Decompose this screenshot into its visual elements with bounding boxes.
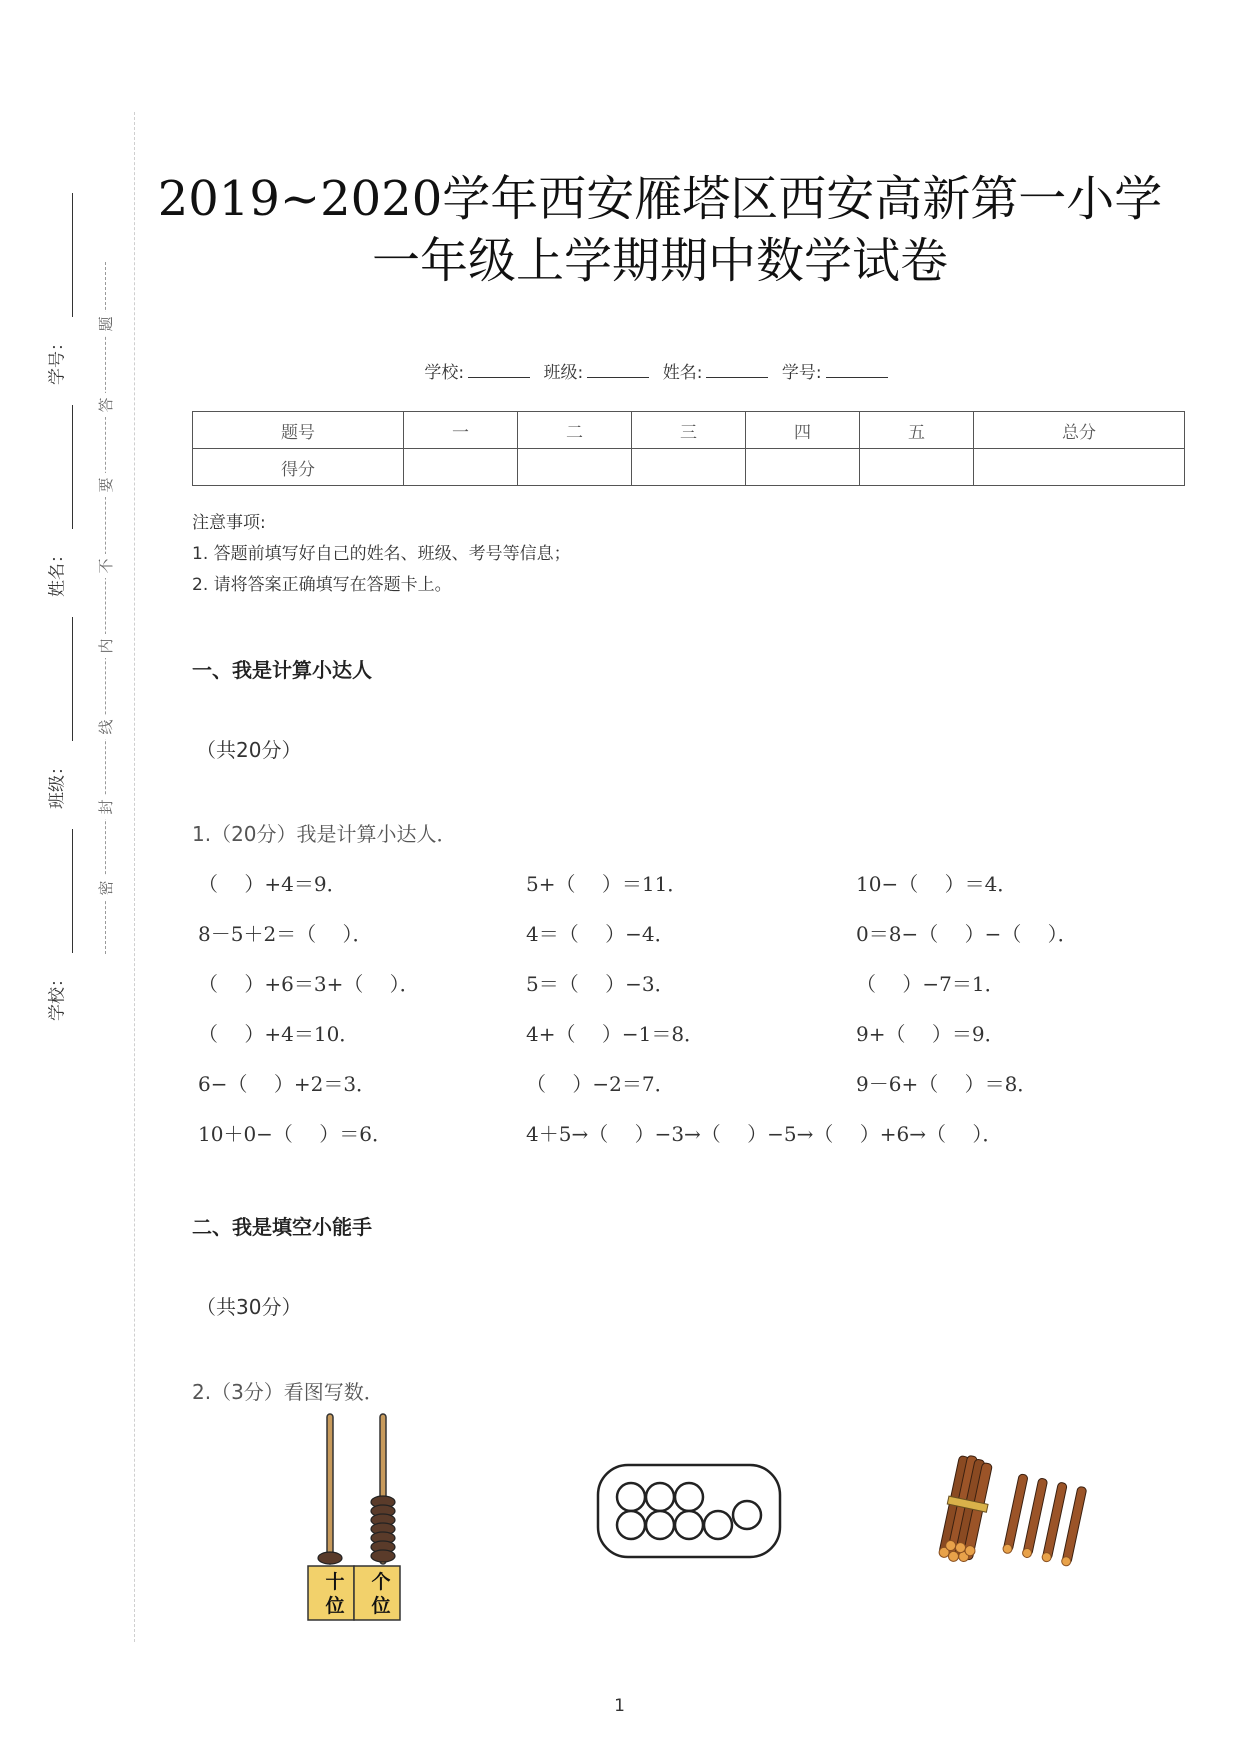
- section1-score: （共20分）: [196, 738, 302, 762]
- section2-title: 二、我是填空小能手: [192, 1215, 372, 1239]
- circles-drawing: [596, 1463, 782, 1559]
- school-underline: [72, 829, 73, 953]
- seal-dashed-line: [105, 262, 106, 954]
- student-no-underline: [72, 193, 73, 317]
- school-blank[interactable]: [468, 363, 530, 378]
- equation: 9+（ ）＝9．: [856, 1022, 1005, 1046]
- seal-char: 不: [94, 554, 118, 578]
- equation: （ ）−2＝7．: [526, 1072, 675, 1096]
- binding-margin-line: [134, 112, 135, 1642]
- abacus-label-ones-text: 个位: [371, 1571, 391, 1617]
- class-blank[interactable]: [587, 363, 649, 378]
- seal-char: 线: [94, 715, 118, 739]
- question1-heading: 1.（20分）我是计算小达人．: [192, 822, 457, 846]
- sticks-drawing: [936, 1452, 1096, 1572]
- info-name-label: 姓名:: [662, 363, 703, 383]
- equation: （ ）−7＝1．: [856, 972, 1005, 996]
- student-info-line: [400, 358, 920, 383]
- table-header-cell: 五: [860, 412, 974, 449]
- seal-char: 要: [94, 473, 118, 497]
- seal-char: 密: [94, 876, 118, 900]
- score-row-label: 得分: [193, 449, 404, 486]
- score-cell[interactable]: [517, 449, 631, 486]
- equation: 10＋0−（ ）＝6．: [198, 1122, 393, 1146]
- equation: 10−（ ）＝4．: [856, 872, 1018, 896]
- section2-score: （共30分）: [196, 1295, 302, 1319]
- abacus-label-tens-text: 十位: [325, 1571, 345, 1617]
- score-cell[interactable]: [974, 449, 1185, 486]
- page-number: 1: [614, 1696, 625, 1716]
- class-underline: [72, 617, 73, 741]
- equation: 8－5＋2＝（ ）．: [198, 922, 373, 946]
- table-header-cell: 题号: [193, 412, 404, 449]
- equation: （ ）+6＝3+（ ）．: [198, 972, 420, 996]
- table-header-cell: 总分: [974, 412, 1185, 449]
- score-cell[interactable]: [403, 449, 517, 486]
- exam-title-line1: 2019~2020学年西安雁塔区西安高新第一小学: [157, 171, 1163, 227]
- notes-title: 注意事项:: [192, 513, 266, 533]
- equation: 5＝（ ）−3．: [526, 972, 675, 996]
- name-underline: [72, 405, 73, 529]
- table-header-cell: 四: [745, 412, 859, 449]
- notes-item: 1. 答题前填写好自己的姓名、班级、考号等信息；: [192, 544, 571, 564]
- margin-label-class: 班级：: [47, 758, 68, 809]
- question2-heading: 2.（3分）看图写数．: [192, 1380, 384, 1404]
- info-class-label: 班级:: [543, 363, 584, 383]
- student-no-blank[interactable]: [826, 363, 888, 378]
- score-cell[interactable]: [860, 449, 974, 486]
- equation: 9－6+（ ）＝8．: [856, 1072, 1038, 1096]
- equation: 6−（ ）+2＝3．: [198, 1072, 377, 1096]
- notes-item: 2. 请将答案正确填写在答题卡上。: [192, 575, 452, 595]
- table-header-cell: 三: [631, 412, 745, 449]
- score-table-header-row: [193, 412, 1185, 449]
- table-header-cell: 一: [403, 412, 517, 449]
- equation: （ ）+4＝9．: [198, 872, 347, 896]
- score-cell[interactable]: [631, 449, 745, 486]
- margin-label-student-no: 学号：: [47, 334, 68, 385]
- exam-title-line2: 一年级上学期期中数学试卷: [371, 233, 948, 289]
- equation: 0＝8−（ ）−（ ）．: [856, 922, 1078, 946]
- info-student-no-label: 学号:: [781, 363, 822, 383]
- info-school-label: 学校:: [424, 363, 465, 383]
- seal-char: 题: [94, 312, 118, 336]
- equation: 4+（ ）−1＝8．: [526, 1022, 705, 1046]
- score-table: [192, 411, 1185, 486]
- score-table-row: [193, 449, 1185, 486]
- equation: 4＝（ ）−4．: [526, 922, 675, 946]
- sticks-figure: [936, 1452, 1096, 1572]
- seal-char: 封: [94, 795, 118, 819]
- circles-figure: [596, 1463, 782, 1559]
- margin-label-school: 学校：: [47, 970, 68, 1021]
- notes-block: [192, 508, 571, 601]
- margin-label-name: 姓名：: [47, 546, 68, 597]
- score-cell[interactable]: [745, 449, 859, 486]
- seal-char: 答: [94, 393, 118, 417]
- seal-char: 内: [94, 634, 118, 658]
- equation: 4＋5→（ ）−3→（ ）−5→（ ）+6→（ ）．: [526, 1122, 1003, 1146]
- section1-title: 一、我是计算小达人: [192, 658, 372, 682]
- equation: 5+（ ）＝11．: [526, 872, 688, 896]
- table-header-cell: 二: [517, 412, 631, 449]
- equation: （ ）+4＝10．: [198, 1022, 360, 1046]
- name-blank[interactable]: [706, 363, 768, 378]
